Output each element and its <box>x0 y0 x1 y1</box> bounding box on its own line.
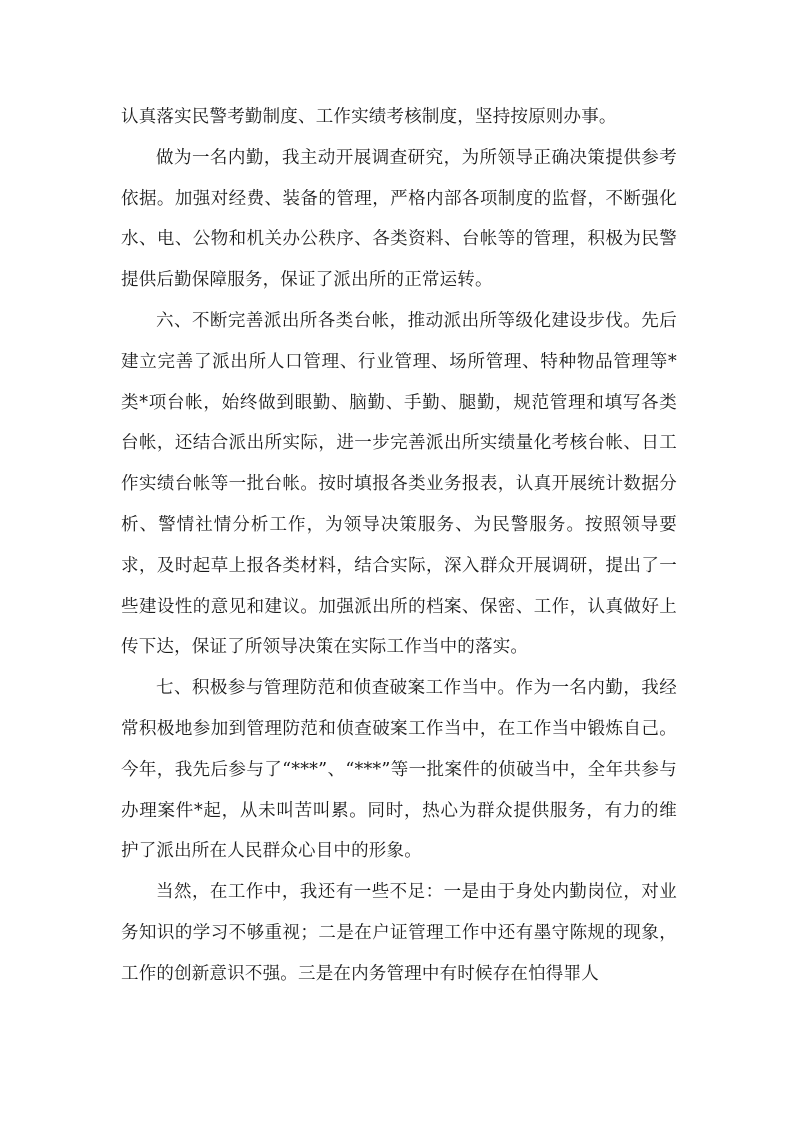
document-body <box>121 97 677 995</box>
paragraph-3: 六、不断完善派出所各类台帐，推动派出所等级化建设步伐。先后建立完善了派出所人口管理、行业管理、场所管理、特种物品管理等*类*项台帐，始终做到眼勤、脑勤、手勤、腿勤，规范管理和填写各类台帐，还结合派出所实际，进一步完善派出所实绩量化考核台帐、日工作实绩台帐等一批台帐。按时填报各类业务报表，认真开展统计数据分析、警情社情分析工作，为领导决策服务、为民警服务。按照领导要求，及时起草上报各类材料，结合实际，深入群众开展调研，提出了一些建设性的意见和建议。加强派出所的档案、保密、工作，认真做好上传下达，保证了所领导决策在实际工作当中的落实。 <box>121 310 677 658</box>
paragraph-5: 当然，在工作中，我还有一些不足：一是由于身处内勤岗位，对业务知识的学习不够重视；二是在户证管理工作中还有墨守陈规的现象，工作的创新意识不强。三是在内务管理中有时候存在怕得罪人 <box>121 882 677 984</box>
paragraph-1: 认真落实民警考勤制度、工作实绩考核制度，坚持按原则办事。 <box>121 107 617 127</box>
paragraph-2: 做为一名内勤，我主动开展调查研究，为所领导正确决策提供参考依据。加强对经费、装备的管理，严格内部各项制度的监督，不断强化水、电、公物和机关办公秩序、各类资料、台帐等的管理，积极为民警提供后勤保障服务，保证了派出所的正常运转。 <box>121 147 677 291</box>
paragraph-4: 七、积极参与管理防范和侦查破案工作当中。作为一名内勤，我经常积极地参加到管理防范和侦查破案工作当中，在工作当中锻炼自己。今年，我先后参与了“***”、“***”等一批案件的侦破当中，全年共参与办理案件*起，从未叫苦叫累。同时，热心为群众提供服务，有力的维护了派出所在人民群众心目中的形象。 <box>121 678 677 862</box>
